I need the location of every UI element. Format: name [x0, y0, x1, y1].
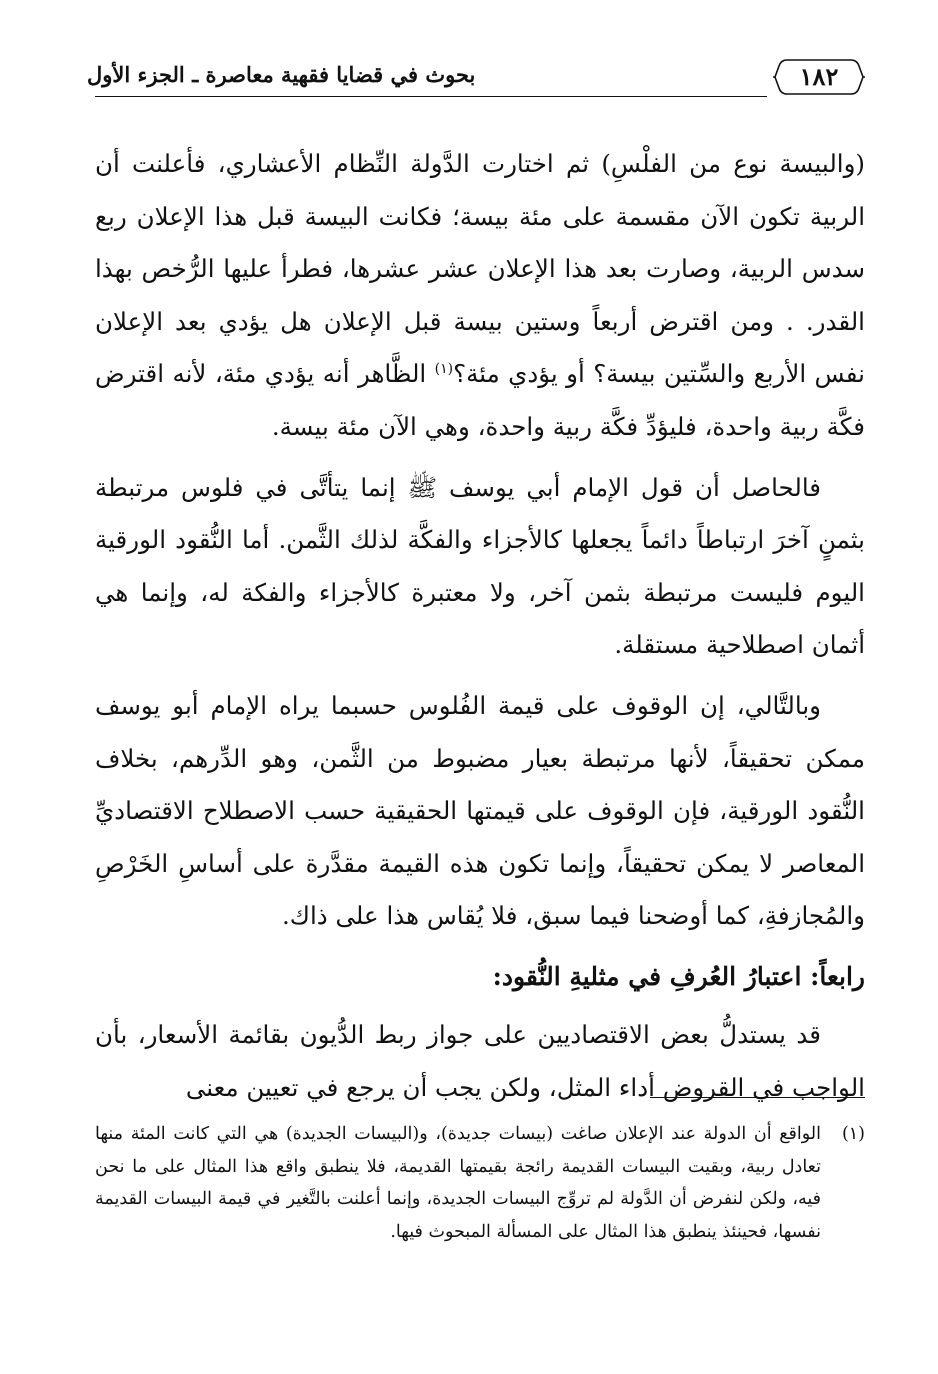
footnotes — [95, 1118, 865, 1248]
footnote-divider — [650, 1097, 865, 1098]
paragraph: وبالتَّالي، إن الوقوف على قيمة الفُلوس حسبما يراه الإمام أبو يوسف ممكن تحقيقاً، لأنها مرتبطة بعيار مضبوط من الثَّمن، وهو الدِّرهم، بخلاف النُّقود الورقية، فإن الوقوف على قيمتها الحقيقية حسب الاصطلاح الاقتصاديِّ المعاصر لا يمكن تحقيقاً، وإنما تكون هذه القيمة مقدَّرة على أساسِ الخَرْصِ والمُجازفةِ، كما أوضحنا فيما سبق، فلا يُقاس هذا على ذاك. — [95, 690, 865, 931]
running-title: بحوث في قضايا فقهية معاصرة ـ الجزء الأول — [87, 62, 476, 87]
page-number: ١٨٢ — [799, 62, 839, 91]
paragraph: فالحاصل أن قول الإمام أبي يوسف ﷺ إنما يتأتَّى في فلوس مرتبطة بثمنٍ آخرَ ارتباطاً دائماً يجعلها كالأجزاء والفكَّة لذلك الثَّمن. أما النُّقود الورقية اليوم فليست مرتبطة بثمن آخر، ولا معتبرة كالأجزاء والفكة له، وإنما هي أثمان اصطلاحية مستقلة. — [95, 472, 865, 660]
paragraph-text: (والبيسة نوع من الفلْسِ) ثم اختارت الدَّولة النِّظام الأعشاري، فأعلنت أن الربية تكون الآن مقسمة على مئة بيسة؛ فكانت البيسة قبل هذا الإعلان ربع سدس الربية، وصارت بعد هذا الإعلان عشر عشرها، فطرأ عليها الرُّخص بهذا القدر. . ومن اقترض أربعاً وستين بيسة قبل الإعلان هل يؤدي بعد الإعلان نفس الأربع والسِّتين بيسة؟ أو يؤدي مئة؟ — [95, 149, 865, 389]
paragraph: قد يستدلُّ بعض الاقتصاديين على جواز ربط الدُّيون بقائمة الأسعار، بأن الواجب في القروض أداء المثل، ولكن يجب أن يرجع في تعيين معنى — [95, 1019, 865, 1102]
paragraph-text: الظَّاهر أنه يؤدي مئة، لأنه اقترض فكَّة ربية واحدة، فليؤدِّ فكَّة ربية واحدة، وهي الآن مئة بيسة. — [95, 359, 865, 441]
main-text — [95, 138, 865, 1114]
header-divider — [95, 96, 767, 97]
footnote-reference[interactable]: (١) — [434, 361, 454, 378]
footnote — [95, 1118, 865, 1248]
section-heading: رابعاً: اعتبارُ العُرفِ في مثليةِ النُّقود: — [492, 961, 865, 991]
page-header — [87, 56, 865, 102]
paragraph — [95, 138, 865, 454]
footnote-text: الواقع أن الدولة عند الإعلان صاغت (بيسات جديدة)، و(البيسات الجديدة) هي التي كانت المئة منها تعادل ربية، وبقيت البيسات القديمة رائجة بقيمتها القديمة، فلا ينطبق واقع هذا المثال على ما نحن فيه، ولكن لنفرض أن الدَّولة لم تروِّج البيسات الجديدة، وإنما أعلنت بالتَّغير في قيمة البيسات القديمة نفسها، فحينئذ ينطبق هذا المثال على المسألة المبحوث فيها. — [95, 1124, 821, 1242]
page-number-badge — [773, 58, 865, 96]
footnote-marker: (١) — [841, 1124, 865, 1144]
